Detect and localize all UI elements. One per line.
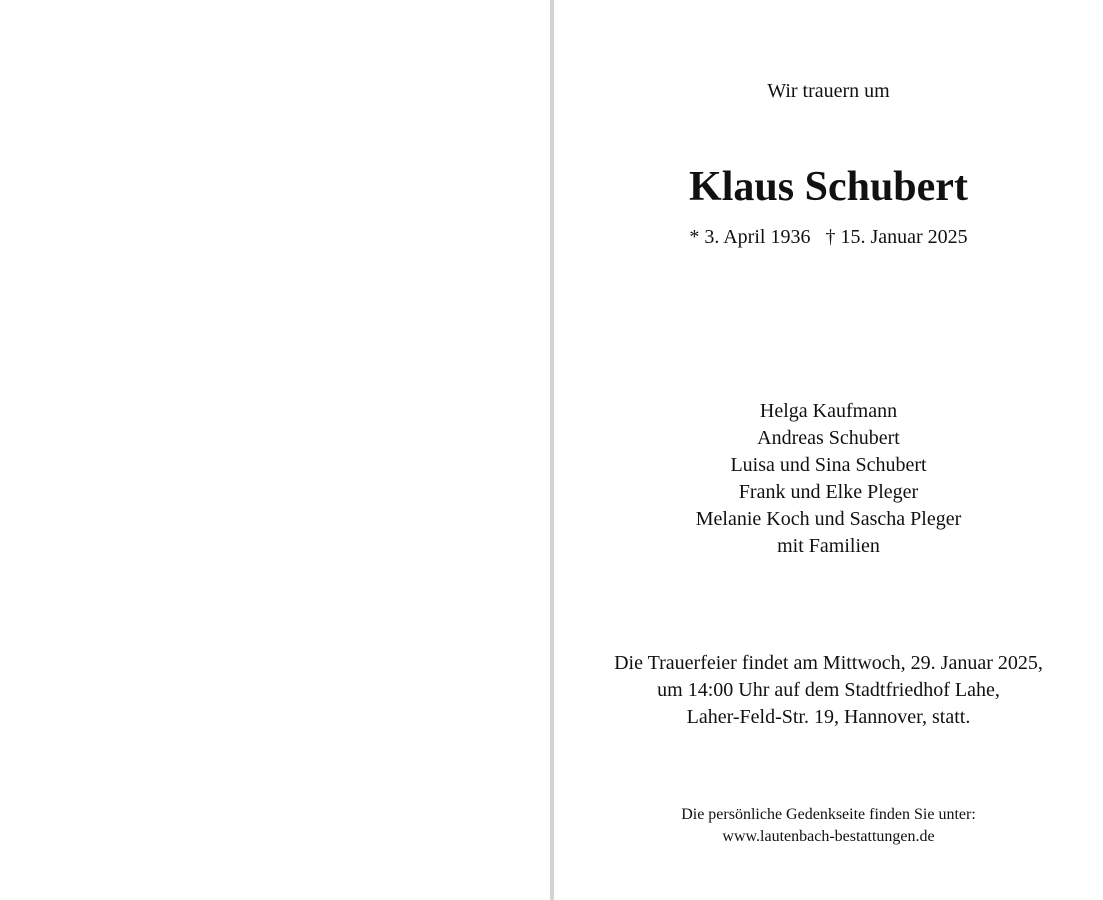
- service-line: Laher-Feld-Str. 19, Hannover, statt.: [686, 706, 971, 728]
- mourners-list: [554, 398, 1103, 560]
- mourner-line: Luisa und Sina Schubert: [730, 454, 927, 476]
- birth-date: * 3. April 1936: [689, 226, 811, 248]
- mourner-line: mit Familien: [777, 535, 880, 557]
- blank-left-page: [0, 0, 550, 900]
- mourner-line: Melanie Koch und Sascha Pleger: [695, 508, 962, 530]
- service-line: um 14:00 Uhr auf dem Stadtfriedhof Lahe,: [657, 679, 1000, 701]
- memorial-url: www.lautenbach-bestattungen.de: [722, 828, 935, 845]
- memorial-text: Die persönliche Gedenkseite finden Sie unter:: [681, 806, 976, 823]
- life-dates: [554, 226, 1103, 249]
- deceased-name: Klaus Schubert: [689, 164, 968, 210]
- obituary-page: [554, 0, 1103, 900]
- mourner-line: Frank und Elke Pleger: [738, 481, 919, 503]
- memorial-page-info: [554, 804, 1103, 848]
- intro-text: Wir trauern um: [767, 80, 890, 102]
- death-date: † 15. Januar 2025: [825, 226, 968, 248]
- mourner-line: Andreas Schubert: [757, 427, 900, 449]
- service-line: Die Trauerfeier findet am Mittwoch, 29. Januar 2025,: [614, 652, 1043, 674]
- mourner-line: Helga Kaufmann: [759, 400, 898, 422]
- funeral-service-info: [554, 650, 1103, 731]
